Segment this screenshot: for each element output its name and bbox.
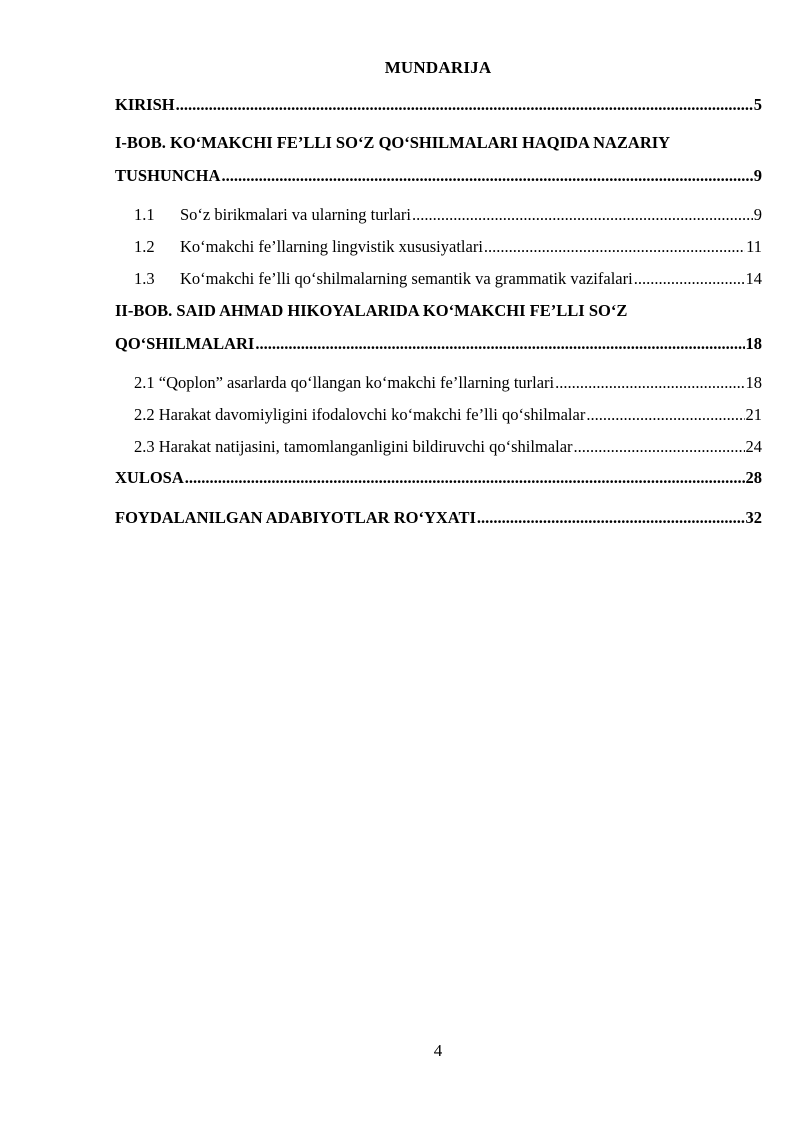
toc-entry-section-2-3[interactable] xyxy=(134,436,762,458)
dot-leader xyxy=(484,236,745,258)
toc-entry-label: 2.1 “Qoplon” asarlarda qo‘llangan ko‘makchi fe’llarning turlari xyxy=(134,373,555,392)
toc-entry-label: So‘z birikmalari va ularning turlari xyxy=(180,205,411,224)
dot-leader xyxy=(255,333,744,355)
toc-entry-page: 5 xyxy=(753,95,762,114)
dot-leader xyxy=(412,204,753,226)
toc-entry-label: KIRISH xyxy=(115,95,175,114)
toc-entry-section-1-2[interactable] xyxy=(134,236,762,258)
toc-entry-label: XULOSA xyxy=(115,468,184,487)
section-number: 1.3 xyxy=(134,269,155,288)
toc-entry-chapter2[interactable] xyxy=(115,333,762,355)
toc-entry-label: FOYDALANILGAN ADABIYOTLAR RO‘YXATI xyxy=(115,508,476,527)
toc-entry-label: TUSHUNCHA xyxy=(115,166,221,185)
dot-leader xyxy=(185,467,745,489)
toc-entry-section-1-1[interactable] xyxy=(134,204,762,226)
toc-entry-label: 2.3 Harakat natijasini, tamomlanganligini bildiruvchi qo‘shilmalar xyxy=(134,437,573,456)
chapter1-heading[interactable]: I-BOB. KO‘MAKCHI FE’LLI SO‘Z QO‘SHILMALARI HAQIDA NAZARIY xyxy=(115,133,671,152)
toc-entry-label: Ko‘makchi fe’llarning lingvistik xususiyatlari xyxy=(180,237,483,256)
page-number: 4 xyxy=(433,1041,443,1060)
toc-entry-label: Ko‘makchi fe’lli qo‘shilmalarning semantik va grammatik vazifalari xyxy=(180,269,633,288)
toc-entry-page: 9 xyxy=(753,166,762,185)
toc-entry-section-1-3[interactable] xyxy=(134,268,762,290)
section-number: 1.1 xyxy=(134,205,155,224)
toc-entry-page: 9 xyxy=(753,205,762,224)
dot-leader xyxy=(555,372,744,394)
toc-entry-label: QO‘SHILMALARI xyxy=(115,334,255,353)
toc-entry-references[interactable] xyxy=(115,507,762,529)
toc-entry-page: 21 xyxy=(745,405,762,424)
toc-entry-page: 24 xyxy=(745,437,762,456)
toc-entry-chapter1[interactable] xyxy=(115,165,762,187)
dot-leader xyxy=(477,507,745,529)
section-number: 1.2 xyxy=(134,237,155,256)
dot-leader xyxy=(176,94,753,116)
dot-leader xyxy=(221,165,752,187)
toc-entry-label: 2.2 Harakat davomiyligini ifodalovchi ko‘makchi fe’lli qo‘shilmalar xyxy=(134,405,586,424)
dot-leader xyxy=(634,268,745,290)
toc-entry-page: 14 xyxy=(745,269,762,288)
dot-leader xyxy=(574,436,745,458)
chapter2-heading[interactable]: II-BOB. SAID AHMAD HIKOYALARIDA KO‘MAKCHI FE’LLI SO‘Z xyxy=(115,301,628,320)
page-title: MUNDARIJA xyxy=(384,58,492,77)
dot-leader xyxy=(586,404,744,426)
toc-entry-page: 18 xyxy=(745,373,762,392)
toc-entry-page: 32 xyxy=(745,508,762,527)
toc-entry-intro[interactable] xyxy=(115,94,762,116)
toc-entry-section-2-2[interactable] xyxy=(134,404,762,426)
toc-entry-section-2-1[interactable] xyxy=(134,372,762,394)
toc-entry-page: 28 xyxy=(745,468,762,487)
toc-entry-page: 18 xyxy=(745,334,762,353)
toc-entry-conclusion[interactable] xyxy=(115,467,762,489)
toc-entry-page: 11 xyxy=(746,237,762,256)
